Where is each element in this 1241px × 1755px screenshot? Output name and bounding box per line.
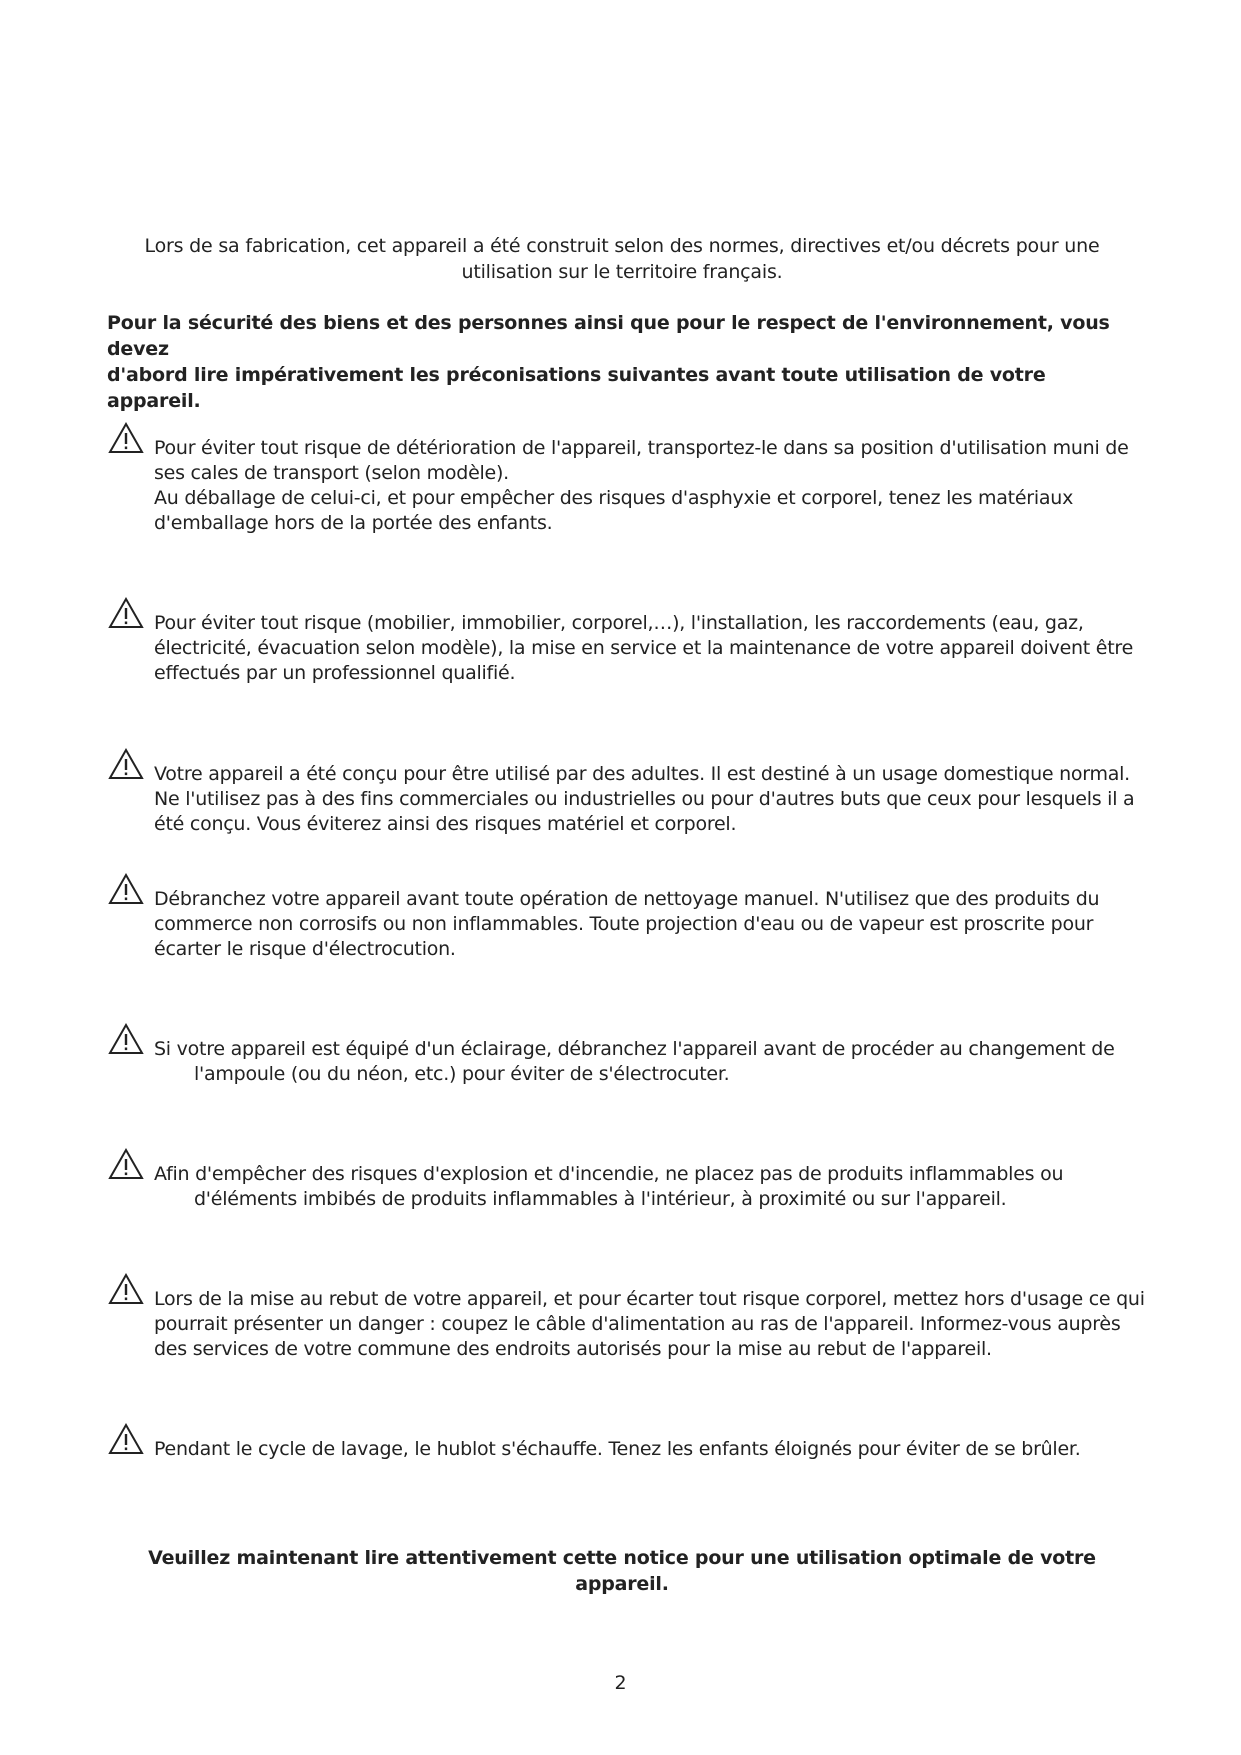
warning-text bbox=[154, 762, 1154, 837]
warning-text bbox=[154, 1037, 1154, 1087]
intro-line-2: utilisation sur le territoire français. bbox=[461, 261, 783, 283]
warning-line: Ne l'utilisez pas à des fins commerciales ou industrielles ou pour d'autres buts que ceux pour lesquels il a bbox=[154, 788, 1135, 810]
warning-line: commerce non corrosifs ou non inflammables. Toute projection d'eau ou de vapeur est proscrite pour bbox=[154, 913, 1094, 935]
warning-line: Afin d'empêcher des risques d'explosion et d'incendie, ne placez pas de produits inflammables ou bbox=[154, 1163, 1064, 1185]
warning-triangle-icon bbox=[108, 873, 144, 905]
warning-line: des services de votre commune des endroits autorisés pour la mise au rebut de l'appareil. bbox=[154, 1338, 992, 1360]
warning-line: ses cales de transport (selon modèle). bbox=[154, 462, 509, 484]
warning-line: Au déballage de celui-ci, et pour empêcher des risques d'asphyxie et corporel, tenez les matériaux bbox=[154, 487, 1074, 509]
warning-text bbox=[154, 1162, 1154, 1212]
warning-triangle-icon bbox=[108, 1423, 144, 1455]
warning-line: d'emballage hors de la portée des enfants. bbox=[154, 512, 553, 534]
page-number: 2 bbox=[614, 1672, 627, 1694]
warning-line: Débranchez votre appareil avant toute opération de nettoyage manuel. N'utilisez que des produits du bbox=[154, 888, 1100, 910]
warning-triangle-icon bbox=[108, 597, 144, 629]
warning-line: écarter le risque d'électrocution. bbox=[154, 938, 456, 960]
safety-notice-line-2: d'abord lire impérativement les préconisations suivantes avant toute utilisation de votre appareil. bbox=[107, 364, 1046, 412]
warning-text bbox=[154, 887, 1154, 962]
intro-paragraph bbox=[140, 233, 1104, 285]
warning-line: effectués par un professionnel qualifié. bbox=[154, 662, 516, 684]
warning-line: d'éléments imbibés de produits inflammables à l'intérieur, à proximité ou sur l'appareil. bbox=[194, 1188, 1007, 1210]
warning-line: Pour éviter tout risque (mobilier, immobilier, corporel,…), l'installation, les raccordements (eau, gaz, bbox=[154, 612, 1084, 634]
warning-text bbox=[154, 611, 1154, 686]
warning-line: électricité, évacuation selon modèle), la mise en service et la maintenance de votre appareil doivent être bbox=[154, 637, 1134, 659]
safety-notice bbox=[107, 310, 1137, 414]
warning-triangle-icon bbox=[108, 422, 144, 454]
warning-line: pourrait présenter un danger : coupez le câble d'alimentation au ras de l'appareil. Informez-vous auprès bbox=[154, 1313, 1121, 1335]
warning-line: Pendant le cycle de lavage, le hublot s'échauffe. Tenez les enfants éloignés pour éviter de se brûler. bbox=[154, 1438, 1081, 1460]
warning-line: Pour éviter tout risque de détérioration de l'appareil, transportez-le dans sa position d'utilisation muni de bbox=[154, 437, 1129, 459]
warning-text bbox=[154, 1287, 1154, 1362]
safety-notice-line-1: Pour la sécurité des biens et des personnes ainsi que pour le respect de l'environnement, vous devez bbox=[107, 312, 1110, 360]
warning-triangle-icon bbox=[108, 748, 144, 780]
warning-line: Si votre appareil est équipé d'un éclairage, débranchez l'appareil avant de procéder au changement de bbox=[154, 1038, 1115, 1060]
warning-triangle-icon bbox=[108, 1273, 144, 1305]
warning-line: été conçu. Vous éviterez ainsi des risques matériel et corporel. bbox=[154, 813, 737, 835]
closing-statement: Veuillez maintenant lire attentivement cette notice pour une utilisation optimale de votre appareil. bbox=[148, 1547, 1096, 1595]
warning-line: l'ampoule (ou du néon, etc.) pour éviter de s'électrocuter. bbox=[194, 1063, 730, 1085]
warning-text bbox=[154, 1437, 1154, 1462]
warning-triangle-icon bbox=[108, 1148, 144, 1180]
intro-line-1: Lors de sa fabrication, cet appareil a été construit selon des normes, directives et/ou décrets pour une bbox=[144, 235, 1100, 257]
warning-line: Lors de la mise au rebut de votre appareil, et pour écarter tout risque corporel, mettez hors d'usage ce qui bbox=[154, 1288, 1145, 1310]
warning-line: Votre appareil a été conçu pour être utilisé par des adultes. Il est destiné à un usage domestique normal. bbox=[154, 763, 1130, 785]
warning-text bbox=[154, 436, 1154, 536]
warning-triangle-icon bbox=[108, 1023, 144, 1055]
